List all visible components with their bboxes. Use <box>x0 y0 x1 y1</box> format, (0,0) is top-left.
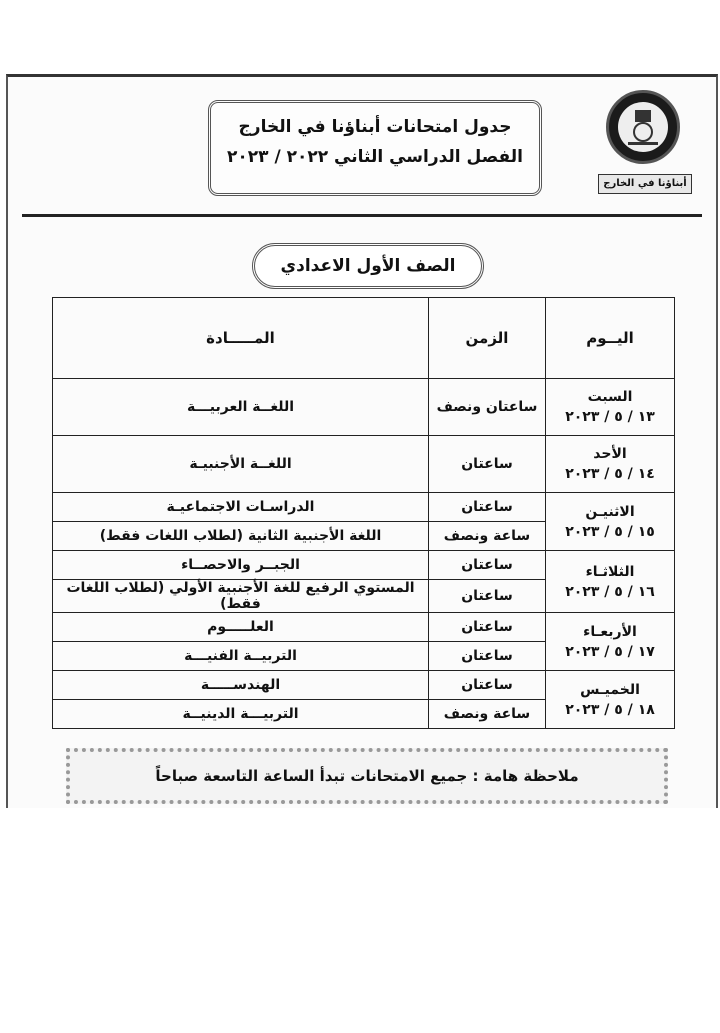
ministry-seal-icon <box>618 102 668 152</box>
subject-cell: اللغــة الأجنبيـة <box>53 436 429 493</box>
duration-cell: ساعتان <box>429 613 546 642</box>
day-date: ١٤ / ٥ / ٢٠٢٣ <box>565 466 655 482</box>
title-box <box>208 100 542 196</box>
divider <box>22 214 702 217</box>
grade-label: الصف الأول الاعدادي <box>252 243 484 289</box>
duration-cell: ساعتان ونصف <box>429 379 546 436</box>
day-name: الأحد <box>593 446 627 462</box>
day-cell <box>546 379 675 436</box>
duration-cell: ساعتان <box>429 671 546 700</box>
day-name: الثلاثـاء <box>585 563 635 580</box>
duration-cell: ساعتان <box>429 551 546 580</box>
table-row <box>53 551 675 580</box>
subject-cell: الدراسـات الاجتماعيـة <box>53 493 429 522</box>
day-name: الخميـس <box>580 681 640 698</box>
duration-cell: ساعتان <box>429 580 546 613</box>
day-cell <box>546 493 675 551</box>
day-date: ١٥ / ٥ / ٢٠٢٣ <box>565 523 655 540</box>
ministry-logo <box>596 90 692 200</box>
table-row <box>53 493 675 522</box>
day-cell <box>546 613 675 671</box>
subject-cell: التربيــة الفنيـــة <box>53 642 429 671</box>
logo-caption: أبناؤنا في الخارج <box>598 174 692 194</box>
table-header-row <box>53 298 675 379</box>
header-duration: الزمن <box>429 298 546 379</box>
subject-cell: اللغة الأجنبية الثانية (لطلاب اللغات فقط) <box>53 522 429 551</box>
important-note: ملاحظة هامة : جميع الامتحانات تبدأ الساعة التاسعة صباحاً <box>66 748 668 804</box>
header-day: اليــوم <box>546 298 675 379</box>
logo-seal <box>606 90 680 164</box>
page-title: جدول امتحانات أبناؤنا في الخارج <box>238 117 512 137</box>
duration-cell: ساعة ونصف <box>429 700 546 729</box>
subject-cell: المستوي الرفيع للغة الأجنبية الأولي (لطلاب اللغات فقط) <box>53 580 429 613</box>
duration-cell: ساعة ونصف <box>429 522 546 551</box>
table-row <box>53 379 675 436</box>
day-date: ١٨ / ٥ / ٢٠٢٣ <box>565 701 655 718</box>
day-name: السبت <box>587 389 633 405</box>
page-subtitle: الفصل الدراسي الثاني ٢٠٢٢ / ٢٠٢٣ <box>227 147 523 167</box>
duration-cell: ساعتان <box>429 436 546 493</box>
header-subject: المـــــادة <box>53 298 429 379</box>
table-row <box>53 671 675 700</box>
subject-cell: الهندســـــة <box>53 671 429 700</box>
day-date: ١٦ / ٥ / ٢٠٢٣ <box>565 583 655 600</box>
day-name: الاثنيـن <box>585 503 635 520</box>
exam-table <box>52 297 675 729</box>
day-date: ١٣ / ٥ / ٢٠٢٣ <box>565 409 655 425</box>
subject-cell: اللغــة العربيـــة <box>53 379 429 436</box>
duration-cell: ساعتان <box>429 493 546 522</box>
day-name: الأربعـاء <box>583 623 637 640</box>
day-date: ١٧ / ٥ / ٢٠٢٣ <box>565 643 655 660</box>
subject-cell: التربيـــة الدينيــة <box>53 700 429 729</box>
day-cell <box>546 551 675 613</box>
day-cell <box>546 671 675 729</box>
day-cell <box>546 436 675 493</box>
table-row <box>53 436 675 493</box>
subject-cell: الجبــر والاحصــاء <box>53 551 429 580</box>
subject-cell: العلـــــوم <box>53 613 429 642</box>
table-row <box>53 613 675 642</box>
duration-cell: ساعتان <box>429 642 546 671</box>
